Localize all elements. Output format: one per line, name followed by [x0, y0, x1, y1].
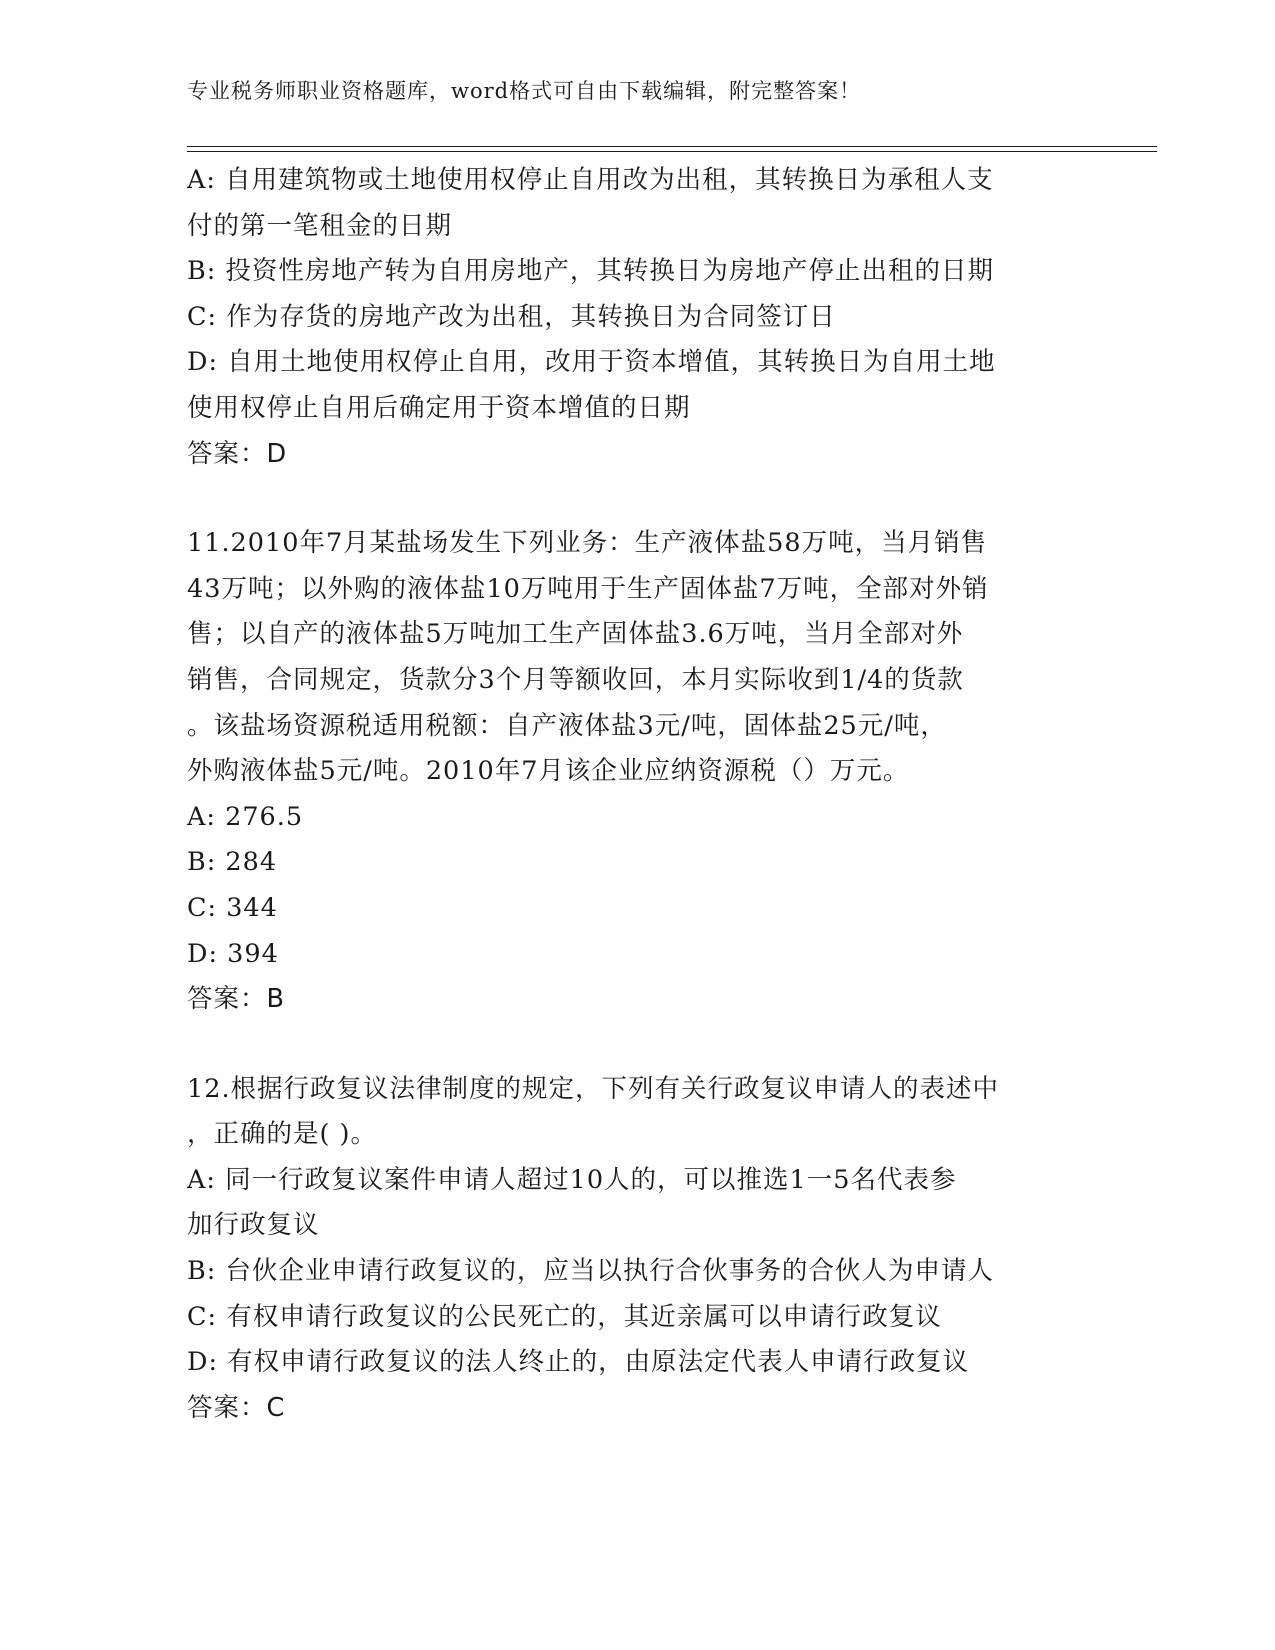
q10-option-a-line1: A: 自用建筑物或土地使用权停止自用改为出租，其转换日为承租人支: [187, 165, 994, 195]
q11-option-a: A: 276.5: [187, 801, 304, 832]
q11-option-d: D: 394: [187, 938, 279, 969]
q11-option-c: C: 344: [187, 892, 278, 923]
q11-stem-line1: 11.2010年7月某盐场发生下列业务：生产液体盐58万吨，当月销售: [187, 528, 988, 559]
q11-answer: 答案：B: [187, 984, 285, 1015]
q11-stem-line3: 售；以自产的液体盐5万吨加工生产固体盐3.6万吨，当月全部对外: [187, 619, 964, 650]
q11-option-b: B: 284: [187, 847, 278, 878]
header-divider-top: [187, 146, 1157, 147]
q12-option-a-line2: 加行政复议: [187, 1210, 320, 1241]
header-divider-bottom: [187, 151, 1157, 152]
question-10: [187, 158, 1087, 477]
spacer: [187, 477, 1087, 521]
q12-option-b: B: 台伙企业申请行政复议的，应当以执行合伙事务的合伙人为申请人: [187, 1256, 994, 1287]
q11-stem-line4: 销售，合同规定，货款分3个月等额收回，本月实际收到1/4的货款: [187, 664, 964, 695]
q12-option-d: D: 有权申请行政复议的法人终止的，由原法定代表人申请行政复议: [187, 1347, 970, 1378]
q10-answer: 答案：D: [187, 438, 288, 469]
q12-option-c: C: 有权申请行政复议的公民死亡的，其近亲属可以申请行政复议: [187, 1301, 942, 1332]
q11-stem-line6: 外购液体盐5元/吨。2010年7月该企业应纳资源税（）万元。: [187, 756, 910, 787]
q10-option-a-line2: 付的第一笔租金的日期: [187, 210, 453, 241]
spacer: [187, 1023, 1087, 1067]
q12-option-a-line1: A: 同一行政复议案件申请人超过10人的，可以推选1一5名代表参: [187, 1164, 957, 1195]
q11-stem-line5: 。该盐场资源税适用税额：自产液体盐3元/吨，固体盐25元/吨，: [187, 710, 947, 741]
q12-answer: 答案：C: [187, 1392, 286, 1423]
page-header: 专业税务师职业资格题库，word格式可自由下载编辑，附完整答案！: [187, 79, 862, 103]
q10-option-b: B: 投资性房地产转为自用房地产，其转换日为房地产停止出租的日期: [187, 256, 994, 287]
q10-option-d-line2: 使用权停止自用后确定用于资本增值的日期: [187, 392, 691, 423]
q11-stem-line2: 43万吨；以外购的液体盐10万吨用于生产固体盐7万吨，全部对外销: [187, 573, 989, 604]
q12-stem-line2: ，正确的是( )。: [187, 1119, 378, 1150]
q12-stem-line1: 12.根据行政复议法律制度的规定，下列有关行政复议申请人的表述中: [187, 1073, 1000, 1104]
q10-option-d-line1: D: 自用土地使用权停止自用，改用于资本增值，其转换日为自用土地: [187, 347, 996, 378]
question-12: [187, 1067, 1087, 1432]
question-11: [187, 521, 1087, 1023]
document-body: [187, 158, 1087, 1431]
q10-option-c: C: 作为存货的房地产改为出租，其转换日为合同签订日: [187, 301, 836, 332]
